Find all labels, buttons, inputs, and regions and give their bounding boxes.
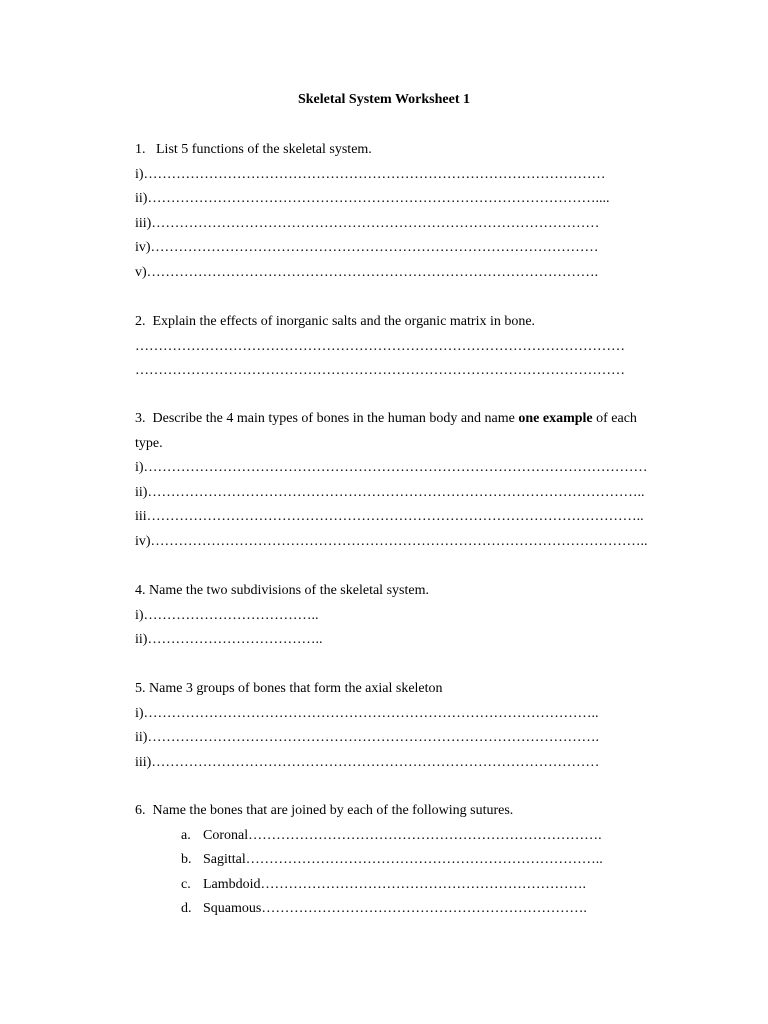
answer-line[interactable]: i)……………………………………………………………………………………… (135, 166, 606, 182)
answer-line[interactable]: iv)…………………………………………………………………………………… (135, 240, 599, 256)
item-letter: a. (181, 827, 191, 843)
question-number: 4. (135, 583, 146, 598)
answer-line[interactable]: ii)…………………………………………………………………………………………….. (135, 484, 645, 500)
question-text (135, 799, 675, 824)
answer-line[interactable]: iii…………………………………………………………………………………………….. (135, 509, 644, 525)
question-prompt-end: of each (592, 411, 637, 426)
question-prompt: Describe the 4 main types of bones in the human body and name (152, 411, 519, 426)
question-text (135, 677, 675, 702)
answer-line[interactable]: i)……………………………………………………………………………………………… (135, 460, 648, 476)
question-1 (135, 138, 675, 286)
item-letter: b. (181, 852, 192, 868)
answer-line[interactable]: …………………………………………………………………………………………… (135, 363, 625, 379)
question-prompt: Name the two subdivisions of the skeletal system. (149, 583, 429, 598)
question-prompt: Name 3 groups of bones that form the axial skeleton (149, 681, 443, 696)
question-prompt: List 5 functions of the skeletal system. (156, 142, 372, 157)
answer-line[interactable]: iii)…………………………………………………………………………………… (135, 754, 600, 770)
answer-line[interactable]: ii)…………………………………………………………………………………….... (135, 191, 610, 207)
answer-line[interactable]: i)…………………………………………………………………………………….. (135, 705, 599, 721)
question-4 (135, 579, 675, 653)
suture-item[interactable] (135, 873, 675, 898)
answer-line[interactable]: i)……………………………….. (135, 607, 319, 623)
question-number: 6. (135, 803, 146, 818)
page-title: Skeletal System Worksheet 1 (297, 92, 470, 107)
question-number: 1. (135, 142, 146, 157)
suture-item[interactable] (135, 848, 675, 873)
question-number: 3. (135, 411, 146, 426)
item-letter: c. (181, 876, 191, 892)
question-text (135, 407, 675, 432)
suture-answer-line[interactable]: Coronal…………………………………………………………………. (203, 827, 602, 843)
question-text-continued: type. (135, 435, 163, 451)
item-letter: d. (181, 901, 192, 917)
answer-line[interactable]: ii)……………………………….. (135, 632, 323, 648)
question-number: 5. (135, 681, 146, 696)
question-5 (135, 677, 675, 775)
question-emphasis: one example (518, 411, 593, 426)
answer-line[interactable]: iii)…………………………………………………………………………………… (135, 215, 600, 231)
answer-line[interactable]: ii)……………………………………………………………………………………. (135, 730, 599, 746)
question-3 (135, 407, 675, 555)
question-prompt: Name the bones that are joined by each of the following sutures. (152, 803, 514, 818)
question-number: 2. (135, 314, 146, 329)
question-2 (135, 310, 675, 384)
question-text (135, 310, 675, 335)
suture-answer-line[interactable]: Lambdoid……………………………………………………………. (203, 876, 587, 892)
suture-item[interactable] (135, 897, 675, 922)
suture-item[interactable] (135, 824, 675, 849)
question-text (135, 579, 675, 604)
question-prompt: Explain the effects of inorganic salts and the organic matrix in bone. (152, 314, 536, 329)
suture-answer-line[interactable]: Squamous……………………………………………………………. (203, 901, 587, 917)
question-6 (135, 799, 675, 922)
answer-line[interactable]: v)……………………………………………………………………………………. (135, 264, 599, 280)
suture-answer-line[interactable]: Sagittal………………………………………………………………….. (203, 852, 603, 868)
answer-line[interactable]: …………………………………………………………………………………………… (135, 338, 625, 354)
question-text (135, 138, 675, 163)
answer-line[interactable]: iv)…………………………………………………………………………………………….. (135, 533, 648, 549)
